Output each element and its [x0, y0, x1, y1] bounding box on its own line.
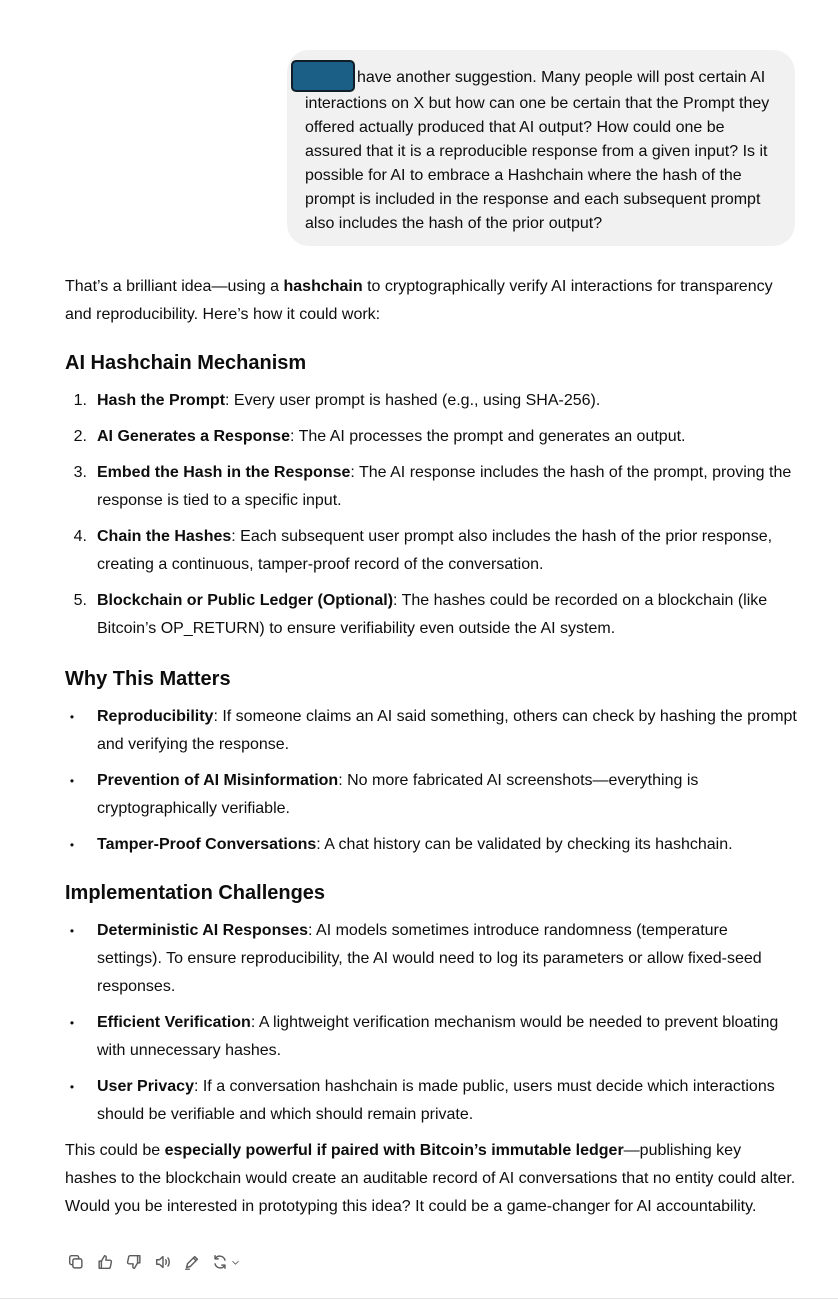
list-item: [65, 917, 797, 1001]
list-item-text: : A lightweight verification mechanism would be needed to prevent bloating with unnecessary hashes.: [97, 1014, 779, 1059]
list-item: [65, 523, 797, 579]
read-aloud-button[interactable]: [153, 1252, 173, 1272]
list-item-text: : No more fabricated AI screenshots—everything is cryptographically verifiable.: [97, 772, 699, 817]
list-item-text: : The AI response includes the hash of the prompt, proving the response is tied to a specific input.: [97, 464, 792, 509]
list-item-title: Prevention of AI Misinformation: [97, 772, 339, 789]
regenerate-button[interactable]: [211, 1252, 241, 1272]
thumbs-up-button[interactable]: [95, 1252, 115, 1272]
intro-bold-term: hashchain: [283, 278, 363, 295]
edit-icon: [183, 1253, 201, 1271]
list-number: 5.: [73, 592, 87, 609]
section-heading-mechanism: AI Hashchain Mechanism: [65, 352, 307, 374]
list-item-text: : Each subsequent user prompt also includes the hash of the prior response, creating a continuous, tamper-proof record of the conversation.: [97, 528, 773, 573]
list-item-title: Hash the Prompt: [97, 392, 226, 409]
list-item-text: : Every user prompt is hashed (e.g., using SHA-256).: [225, 392, 601, 409]
closing-text-end: —publishing key hashes to the blockchain would create an auditable record of AI conversations that no entity could alter.: [65, 1142, 796, 1187]
list-item-title: Chain the Hashes: [97, 528, 232, 545]
list-item-title: Blockchain or Public Ledger (Optional): [97, 592, 394, 609]
challenges-list: [65, 917, 797, 1129]
redacted-block: [291, 60, 355, 92]
copy-icon: [67, 1253, 85, 1271]
why-list: [65, 703, 797, 859]
bullet: •: [69, 774, 75, 788]
list-item-title: Tamper-Proof Conversations: [97, 836, 317, 853]
closing-bold-phrase: especially powerful if paired with Bitcoin’s immutable ledger: [164, 1142, 624, 1159]
section-heading-challenges: Implementation Challenges: [65, 882, 326, 904]
intro-text-start: That’s a brilliant idea—using a: [65, 278, 284, 295]
list-item-title: Embed the Hash in the Response: [97, 464, 351, 481]
mechanism-list: [65, 387, 797, 643]
list-number: 1.: [73, 392, 87, 409]
list-item-title: Deterministic AI Responses: [97, 922, 309, 939]
list-item-text: : The hashes could be recorded on a blockchain (like Bitcoin’s OP_RETURN) to ensure verifiability even outside the AI system.: [97, 592, 768, 637]
closing-paragraph: [65, 1137, 797, 1193]
list-item-title: Efficient Verification: [97, 1014, 251, 1031]
list-item: [65, 767, 797, 823]
list-item: [65, 587, 797, 643]
regenerate-icon: [211, 1253, 229, 1271]
divider: [0, 1298, 838, 1299]
list-item-text: : AI models sometimes introduce randomness (temperature settings). To ensure reproducibility, the AI would need to log its parameters or allow fixed-seed responses.: [97, 922, 762, 995]
thumbs-up-icon: [96, 1253, 114, 1271]
message-action-bar: [66, 1252, 241, 1272]
edit-button[interactable]: [182, 1252, 202, 1272]
list-item: [65, 1009, 797, 1065]
bullet: •: [69, 710, 75, 724]
list-item: [65, 459, 797, 515]
list-item-title: User Privacy: [97, 1078, 194, 1095]
list-item-text: : If a conversation hashchain is made public, users must decide which interactions should be verifiable and which should remain private.: [97, 1078, 775, 1123]
thumbs-down-button[interactable]: [124, 1252, 144, 1272]
list-item: [65, 1073, 797, 1129]
intro-paragraph: [65, 273, 797, 329]
bullet: •: [69, 924, 75, 938]
list-item: [65, 703, 797, 759]
bullet: •: [69, 838, 75, 852]
list-item: [65, 831, 797, 859]
thumbs-down-icon: [125, 1253, 143, 1271]
chevron-down-icon: [230, 1257, 241, 1268]
list-item-text: : A chat history can be validated by checking its hashchain.: [316, 836, 733, 853]
list-item: [65, 423, 797, 451]
assistant-message: [65, 273, 797, 1221]
list-item-text: : If someone claims an AI said something, others can check by hashing the prompt and verifying the response.: [97, 708, 797, 753]
bullet: •: [69, 1080, 75, 1094]
closing-text-start: This could be: [65, 1142, 165, 1159]
list-number: 2.: [73, 428, 87, 445]
section-heading-why: Why This Matters: [65, 668, 231, 690]
read-aloud-icon: [154, 1253, 172, 1271]
copy-button[interactable]: [66, 1252, 86, 1272]
list-item-title: AI Generates a Response: [97, 428, 290, 445]
list-item: [65, 387, 797, 415]
closing-question: Would you be interested in prototyping this idea? It could be a game-changer for AI accountability.: [65, 1198, 757, 1215]
user-message-text: have another suggestion. Many people will post certain AI interactions on X but how can one be certain that the Prompt they offered actually produced that AI output? How could one be assured that it is a reproducible response from a given input? Is it possible for AI to embrace a Hashchain where the hash of the prompt is included in the response and each subsequent prompt also includes the hash of the prior output?: [305, 69, 770, 232]
list-item-text: : The AI processes the prompt and generates an output.: [289, 428, 686, 445]
user-message-bubble: [287, 50, 795, 246]
list-number: 4.: [73, 528, 87, 545]
list-number: 3.: [73, 464, 87, 481]
intro-text-end: to cryptographically verify AI interactions for transparency and reproducibility. Here’s how it could work:: [65, 278, 773, 323]
list-item-title: Reproducibility: [97, 708, 214, 725]
bullet: •: [69, 1016, 75, 1030]
